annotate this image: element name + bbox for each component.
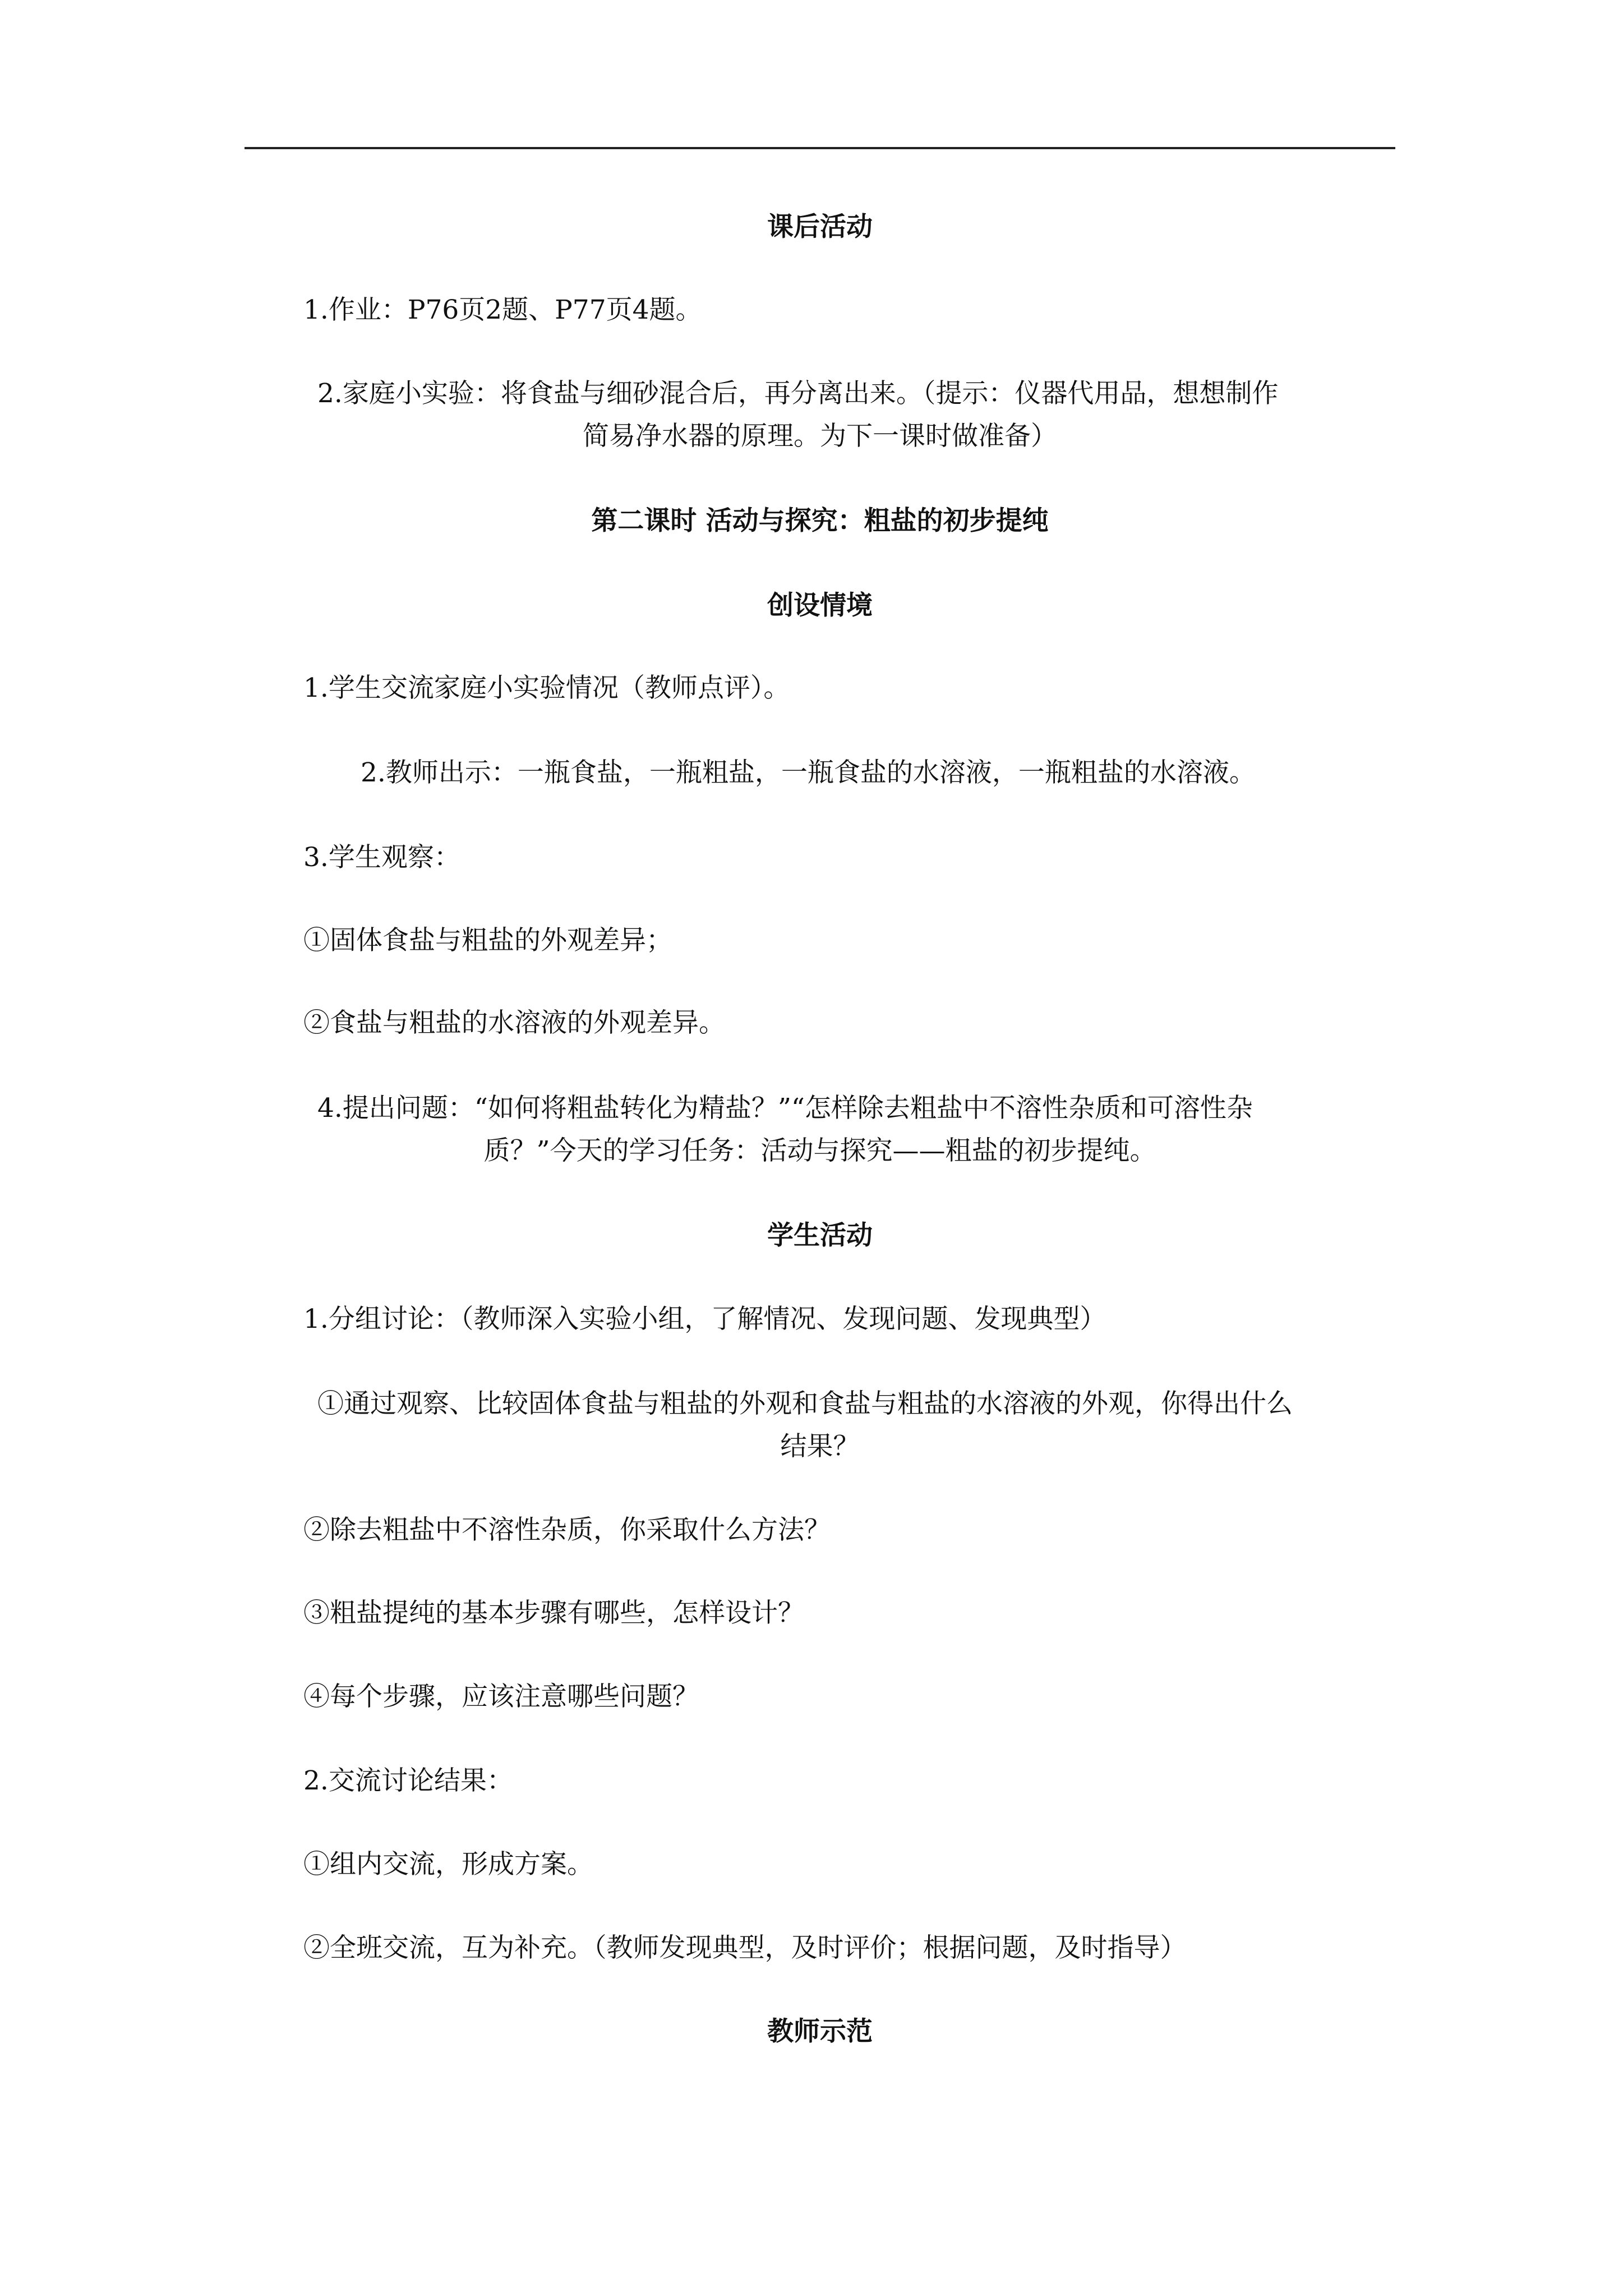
section-heading-scenario: 创设情境 <box>767 590 873 621</box>
paragraph-homework: 1.作业：P76页2题、P77页4题。 <box>303 295 702 325</box>
list-item-discussion-2: ②除去粗盐中不溶性杂质，你采取什么方法？ <box>303 1515 831 1545</box>
list-item-exchange-2: ②全班交流，互为补充。（教师发现典型，及时评价；根据问题，及时指导） <box>303 1932 1187 1963</box>
list-item-discussion-4: ④每个步骤，应该注意哪些问题？ <box>303 1681 699 1712</box>
list-item-exchange-1: ①组内交流，形成方案。 <box>303 1849 593 1880</box>
lesson-title: 第二课时 活动与探究：粗盐的初步提纯 <box>591 505 1049 536</box>
section-heading-teacher-demo: 教师示范 <box>767 2016 873 2047</box>
paragraph-home-experiment-cont: 简易净水器的原理。为下一课时做准备） <box>583 421 1057 452</box>
paragraph-group-discussion: 1.分组讨论：（教师深入实验小组，了解情况、发现问题、发现典型） <box>303 1304 1106 1335</box>
list-item-observe-2: ②食盐与粗盐的水溶液的外观差异。 <box>303 1007 725 1038</box>
section-heading-student-activity: 学生活动 <box>767 1220 873 1251</box>
list-item-discussion-1-cont: 结果？ <box>780 1431 860 1462</box>
paragraph-exchange-results: 2.交流讨论结果： <box>303 1765 513 1796</box>
paragraph-question: 4.提出问题：“如何将粗盐转化为精盐？”“怎样除去粗盐中不溶性杂质和可溶性杂 <box>317 1093 1253 1124</box>
paragraph-home-experiment: 2.家庭小实验：将食盐与细砂混合后，再分离出来。（提示：仪器代用品，想想制作 <box>317 378 1279 409</box>
list-item-discussion-3: ③粗盐提纯的基本步骤有哪些，怎样设计？ <box>303 1598 804 1628</box>
paragraph-question-cont: 质？”今天的学习任务：活动与探究——粗盐的初步提纯。 <box>483 1135 1156 1166</box>
section-heading-after-class: 课后活动 <box>767 211 873 242</box>
paragraph-scenario-2: 2.教师出示：一瓶食盐，一瓶粗盐，一瓶食盐的水溶液，一瓶粗盐的水溶液。 <box>361 757 1256 788</box>
paragraph-scenario-1: 1.学生交流家庭小实验情况（教师点评）。 <box>303 673 790 703</box>
list-item-observe-1: ①固体食盐与粗盐的外观差异； <box>303 925 672 956</box>
list-item-discussion-1: ①通过观察、比较固体食盐与粗盐的外观和食盐与粗盐的水溶液的外观，你得出什么 <box>317 1388 1293 1419</box>
paragraph-scenario-3: 3.学生观察： <box>303 842 460 873</box>
header-rule <box>245 147 1395 149</box>
